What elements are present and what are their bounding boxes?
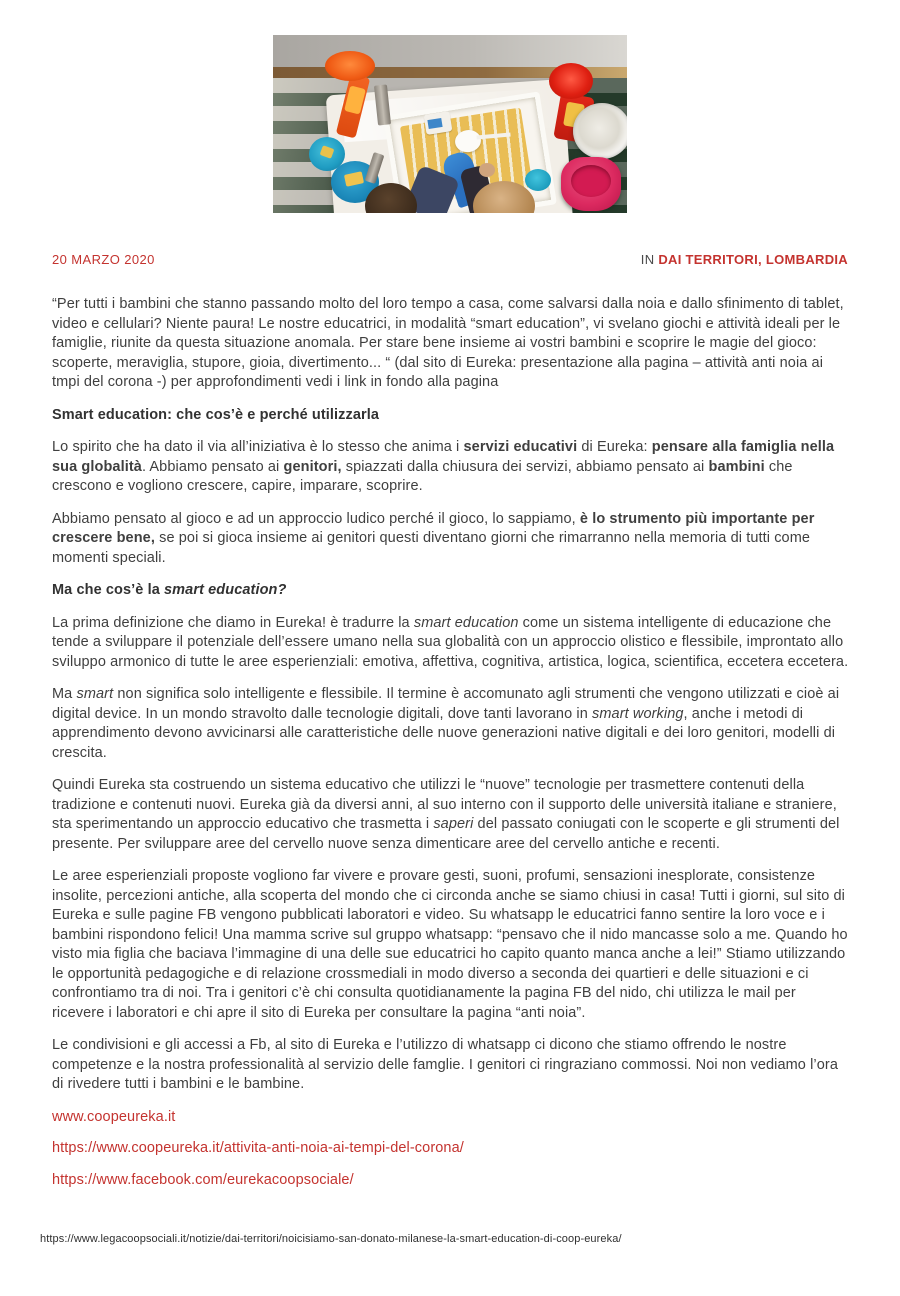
article-paragraph: Le aree esperienziali proposte vogliono far vivere e provare gesti, suoni, profumi, sensazioni inesplorate, consistenze insolite, percezioni antiche, alla scoperta del mondo che ci circonda anche se siamo chiusi in casa! Tutti i giorni, sul sito di Eureka e sulle pagine FB vengono pubblicati laboratori e video. Su whatsapp le educatrici fanno sentire la loro voce e i bambini rispondono felici! Una mamma scrive sul gruppo whatsapp: “pensavo che il nido mancasse solo a me. Quando ho visto mia figlia che baciava l’immagine di una delle sue educatrici ho capito quanto manca anche a lei!” Stiamo utilizzando le opportunità pedagogiche e di relazione crossmediali in modo diverso a seconda dei quartieri e delle situazioni e ci confrontiamo tra di noi. Tra i genitori c’è chi consulta quotidianamente la pagina FB del nido, chi utilizza le mail per ricevere i laboratori e chi apre il sito di Eureka per consultare la pagina “anti noia”.: [52, 868, 848, 1021]
article-date: 20 MARZO 2020: [52, 252, 155, 267]
article-paragraph: Le condivisioni e gli accessi a Fb, al sito di Eureka e l’utilizzo di whatsapp ci dicono che stiamo offrendo le nostre competenze e la nostra professionalità al servizio delle famglie. I genitori ci ringraziano commossi. Noi non vediamo l’ora di rivedere tutti i bambini e le bambine.: [52, 1037, 839, 1092]
article-paragraph: “Per tutti i bambini che stanno passando molto del loro tempo a casa, come salvarsi dalla noia e dallo sfinimento di tablet, video e cellulari? Niente paura! Le nostre educatrici, in modalità “smart education”, vi svelano giochi e attività ideali per le famiglie, riunite da questa situazione anomala. Per stare bene insieme ai vostri bambini e scoprire le magie del gioco: scoperte, meraviglia, stupore, gioia, divertimento... “ (dal sito di Eureka: presentazione alla pagina – attività anti noia ai tmpi del corona -) per approfondimenti vedi i link in fondo alla pagina: [52, 296, 844, 390]
category-links: [641, 252, 848, 267]
article-link-line: [52, 1171, 850, 1191]
article-link-line: [52, 1139, 850, 1159]
category-dai-territori[interactable]: DAI TERRITORI: [658, 252, 759, 267]
article-paragraph: Quindi Eureka sta costruendo un sistema educativo che utilizzi le “nuove” tecnologie per trasmettere contenuti della tradizione e contenuti nuovi. Eureka già da diversi anni, al suo interno con il supporto delle università italiane e straniere, sta sperimentando un approccio educativo che trasmetta i saperi del passato coniugati con le scoperte e gli strumenti del presente. Per sviluppare aree del cervello nuove senza dimenticare aree del cervello antiche e recenti.: [52, 777, 840, 852]
photo-pink-bucket-inside: [571, 165, 611, 197]
article-link[interactable]: www.coopeureka.it: [52, 1108, 176, 1125]
article-link[interactable]: https://www.coopeureka.it/attivita-anti-noia-ai-tempi-del-corona/: [52, 1140, 464, 1156]
article-paragraph: Ma smart non significa solo intelligente e flessibile. Il termine è accomunato agli strumenti che vengono utilizzati e cioè ai digital device. In un mondo stravolto dalle tecnologie digitali, dove tanti lavorano in smart working, anche i metodi di apprendimento devono avvicinarsi alle caratteristiche delle nuove generazioni native digitali e dei loro genitori, modelli di crescita.: [52, 686, 840, 761]
article-paragraph: La prima definizione che diamo in Eureka! è tradurre la smart education come un sistema intelligente di educazione che tende a sviluppare il potenziale dell’essere umano nella sua globalità con un approccio olistico e flessibile, improntato allo sviluppo armonico di tutte le aree esperienziali: emotiva, affettiva, cognitiva, artistica, logica, scientifica, eccetera eccetera.: [52, 614, 849, 670]
photo-white-colander: [573, 103, 627, 159]
article-photo: [273, 35, 627, 213]
meta-row: [52, 252, 848, 267]
article-body: [52, 295, 850, 1202]
article-paragraph: Lo spirito che ha dato il via all’iniziativa è lo stesso che anima i servizi educativi di Eureka: pensare alla famiglia nella sua globalità. Abbiamo pensato ai genitori, spiazzati dalla chiusura dei servizi, abbiamo pensato ai bambini che crescono e vogliono crescere, capire, imparare, scoprire.: [52, 439, 835, 494]
photo-red-funnel-cup: [549, 63, 593, 99]
section-heading: Ma che cos’è la smart education?: [52, 582, 287, 598]
photo-orange-funnel-cup: [325, 51, 375, 81]
photo-child-hand-right: [479, 163, 495, 177]
article-paragraph: Abbiamo pensato al gioco e ad un approccio ludico perché il gioco, lo sappiamo, è lo strumento più importante per crescere bene, se poi si gioca insieme ai genitori questi diventano giorni che rimarranno nella memoria di tutti come momenti speciali.: [52, 510, 815, 566]
article-link-line: [52, 1108, 850, 1128]
category-lombardia[interactable]: LOMBARDIA: [765, 252, 848, 267]
article-link[interactable]: https://www.facebook.com/eurekacoopsociale/: [52, 1171, 354, 1188]
in-label: IN: [640, 252, 659, 267]
photo-teal-cup: [525, 169, 551, 191]
page-source-url: https://www.legacoopsociali.it/notizie/dai-territori/noicisiamo-san-donato-milanese-la-smart-education-di-coop-eureka/: [40, 1233, 622, 1245]
section-heading: Smart education: che cos’è e perché utilizzarla: [52, 406, 380, 423]
category-separator: ,: [758, 252, 766, 267]
